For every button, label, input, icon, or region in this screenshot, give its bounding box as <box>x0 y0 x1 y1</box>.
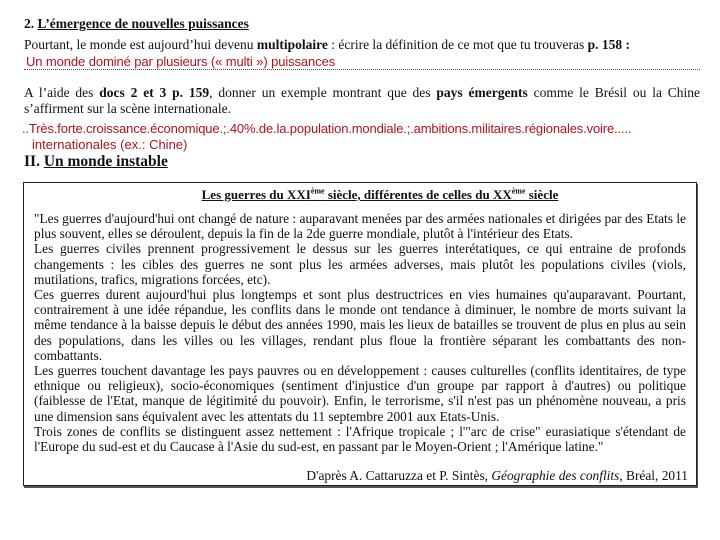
section-ii-heading <box>24 153 168 171</box>
document-title-part-1: Les guerres du XXI <box>201 187 311 202</box>
document-paragraph: Les guerres civiles prennent progressivement le dessus sur les guerres interétatiques, ce qui entraine de profonds changements : les cibles des guerres ne sont plus les armées adverses, mais plutôt les populations civiles (viols, mutilations, trafics, migrations forcées, etc). <box>34 241 686 287</box>
document-title-sup-2: ème <box>511 186 526 196</box>
question-1-text-before: Pourtant, le monde est aujourd’hui devenu <box>24 37 257 52</box>
document-title-part-3: siècle <box>525 187 559 202</box>
page-reference-158: p. 158 : <box>587 37 631 52</box>
section-ii-number: II. <box>24 153 40 170</box>
section-2-title: L’émergence de nouvelles puissances <box>37 16 249 31</box>
section-ii-title: Un monde instable <box>43 153 168 170</box>
source-book-title: Géographie des conflits <box>491 468 620 483</box>
question-multipolaire <box>24 37 630 53</box>
document-title-part-2: siècle, différentes de celles du XX <box>324 187 512 202</box>
document-paragraph: "Les guerres d'aujourd'hui ont changé de nature : auparavant menées par des armées nationales et dirigées par des Etats le plus souvent, elles se déroulent, depuis la fin de la 2de guerre mondiale, plutôt à l'intérieur des Etats. <box>34 211 686 242</box>
question-2-text-1: A l’aide des <box>24 85 100 100</box>
answer-multipolaire[interactable]: Un monde dominé par plusieurs (« multi ») puissances <box>26 54 336 69</box>
document-source <box>306 468 688 484</box>
section-2-number: 2. <box>24 16 35 31</box>
document-paragraph: Trois zones de conflits se distinguent assez nettement : l'Afrique tropicale ; l'"arc de crise" eurasiatique s'étendant de l'Europe du sud-est et du Caucase à l'Asie du sud-est, en passant par le Moyen-Orient ; l'Amérique latine." <box>34 423 686 455</box>
source-prefix: D'après A. Cattaruzza et P. Sintès, <box>306 468 492 483</box>
document-body <box>34 211 686 454</box>
question-1-text-after: : écrire la définition de ce mot que tu trouveras <box>327 37 588 52</box>
document-paragraph: Les guerres touchent davantage les pays pauvres ou en développement : causes culturelles (conflits identitaires, de type ethnique ou religieux), socio-économiques (sentiment d'injustice d'un groupe par rapport à d'autres) ou politique (faiblesse de l'Etat, manque de légitimité du pouvoir). Enfin, le terrorisme, s'il n'est pas un phénomène nouveau, a pris une dimension sans équivalent avec les attentats du 11 septembre 2001 aux Etats-Unis. <box>34 363 686 424</box>
question-2-text-2: , donner un exemple montrant que des <box>209 85 437 100</box>
section-2-heading <box>24 16 249 32</box>
document-box <box>23 182 697 486</box>
answer-pays-emergents-line-2[interactable]: internationales (ex.: Chine) <box>32 137 188 152</box>
question-2-text-3: comme le Brésil ou la Chine s’affirment sur la scène internationale. <box>24 85 701 116</box>
answer-dotted-line <box>24 69 700 70</box>
document-title-sup-1: ème <box>310 186 325 196</box>
docs-reference: docs 2 et 3 p. 159 <box>99 85 210 100</box>
question-pays-emergents <box>24 85 700 117</box>
keyword-multipolaire: multipolaire <box>256 37 328 52</box>
document-title <box>24 187 696 203</box>
answer-pays-emergents-line-1[interactable]: ..Très.forte.croissance.économique.;.40%.de.la.population.mondiale.;.ambitions.militaires.régionales.voire..... <box>22 121 632 136</box>
keyword-pays-emergents: pays émergents <box>436 85 528 100</box>
document-paragraph: Ces guerres durent aujourd'hui plus longtemps et sont plus destructrices en vies humaines qu'auparavant. Pourtant, contrairement à une idée répandue, les conflits dans le monde ont tendance à diminuer, le nombre de morts suivant la même tendance à la baisse depuis le début des années 1990, mais les lieux de batailles se trouvent de plus en plus au sein des populations, dans les villes ou les villages, rendant plus floue la frontière séparant les combattants des non-combattants. <box>34 287 686 363</box>
source-suffix: , Bréal, 2011 <box>619 468 688 483</box>
